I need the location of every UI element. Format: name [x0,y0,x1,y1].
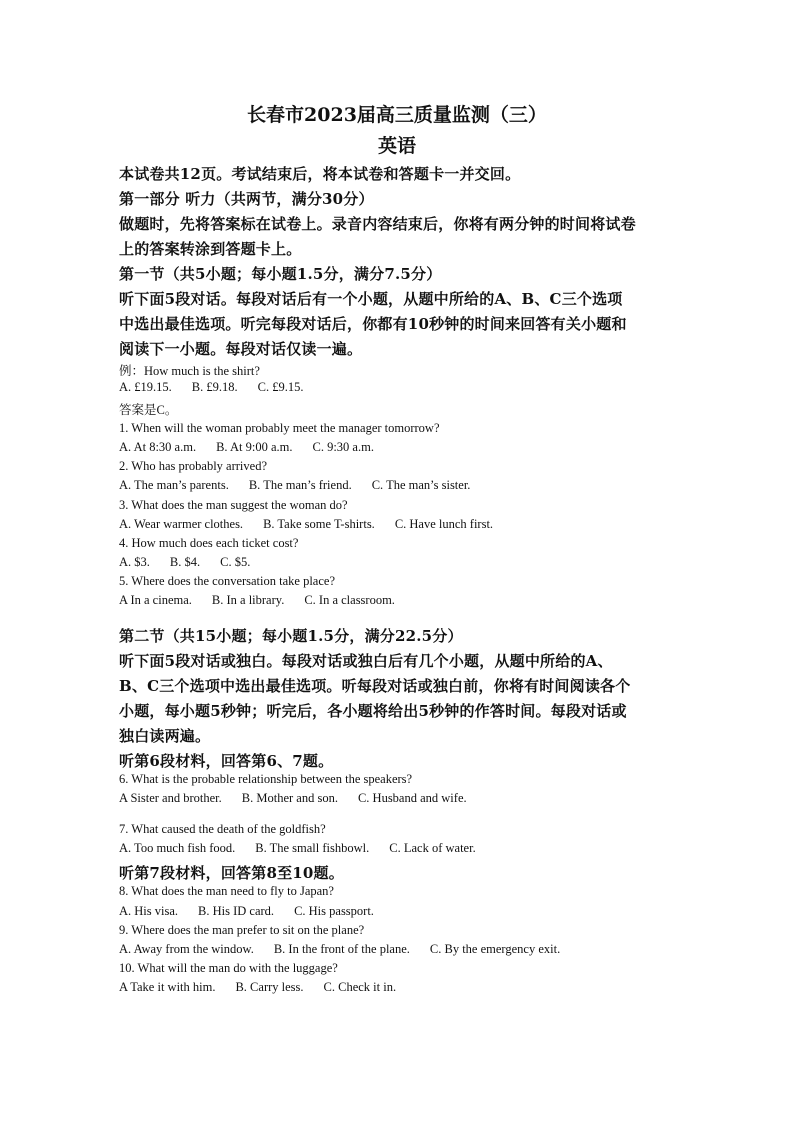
option: B. Mother and son. [241,791,338,805]
question-options [119,440,374,455]
option: C. The man’s sister. [371,478,471,492]
example-options [119,380,303,395]
option: A. The man’s parents. [119,478,229,492]
section1-heading: 第一节（共5小题；每小题1.5分，满分7.5分） [119,265,442,283]
section1-instruction-line: 听下面5段对话。每段对话后有一个小题，从题中所给的A、B、C三个选项 [119,290,623,308]
section1-instruction-line: 阅读下一小题。每段对话仅读一遍。 [119,340,363,358]
question-options [119,593,395,608]
option: C. Lack of water. [389,841,476,855]
subject-title: 英语 [377,135,416,157]
option: C. By the emergency exit. [429,942,561,956]
option: C. In a classroom. [304,593,395,607]
question-text: 5. Where does the conversation take place? [119,574,335,588]
section2-instruction-line: 独白读两遍。 [119,727,211,745]
question-text: 4. How much does each ticket cost? [119,536,299,550]
section2-instruction-line: 小题，每小题5秒钟；听完后，各小题将给出5秒钟的作答时间。每段对话或 [119,702,627,720]
section2-instruction-line: B、C三个选项中选出最佳选项。听每段对话或独白前，你将有时间阅读各个 [119,677,631,695]
option: A. Wear warmer clothes. [119,517,244,531]
question-options [119,555,250,570]
example-answer: 答案是C。 [119,403,178,417]
option: C. 9:30 a.m. [312,440,374,454]
option: B. The man’s friend. [248,478,352,492]
section2-instruction-line: 听下面5段对话或独白。每段对话或独白后有几个小题，从题中所给的A、 [119,652,613,670]
option: A. $3. [119,555,150,569]
question-options [119,841,476,856]
question-text: 3. What does the man suggest the woman do? [119,498,348,512]
option: C. Check it in. [323,980,397,994]
option: B. His ID card. [198,904,275,918]
question-text: 9. Where does the man prefer to sit on the plane? [119,923,365,937]
option: B. £9.18. [191,380,238,394]
section2-heading: 第二节（共15小题；每小题1.5分，满分22.5分） [119,627,463,645]
option: A. At 8:30 a.m. [119,440,197,454]
question-options [119,904,374,919]
question-text: 8. What does the man need to fly to Japan? [119,884,334,898]
material-7-heading: 听第7段材料，回答第8至10题。 [119,864,344,882]
option: A. Too much fish food. [119,841,236,855]
option: C. £9.15. [257,380,304,394]
question-options [119,980,396,995]
option: A In a cinema. [119,593,192,607]
option: B. At 9:00 a.m. [216,440,293,454]
section1-instruction-line: 中选出最佳选项。听完每段对话后，你都有10秒钟的时间来回答有关小题和 [119,315,627,333]
option: B. Carry less. [235,980,304,994]
question-options [119,791,467,806]
material-6-heading: 听第6段材料，回答第6、7题。 [119,752,334,770]
question-options [119,478,470,493]
part1-instruction-line: 上的答案转涂到答题卡上。 [119,240,302,258]
question-text: 6. What is the probable relationship between the speakers? [119,772,413,786]
intro-text: 本试卷共12页。考试结束后，将本试卷和答题卡一并交回。 [119,165,521,183]
option: B. In a library. [211,593,285,607]
option: A Take it with him. [119,980,216,994]
question-options [119,517,493,532]
option: A. £19.15. [119,380,172,394]
part1-instruction-line: 做题时，先将答案标在试卷上。录音内容结束后，你将有两分钟的时间将试卷 [119,215,636,233]
option: A. Away from the window. [119,942,254,956]
option: C. Husband and wife. [357,791,467,805]
option: A. His visa. [119,904,179,918]
part1-heading: 第一部分 听力（共两节，满分30分） [119,190,374,208]
example-question: 例：How much is the shirt? [119,364,260,378]
option: B. In the front of the plane. [273,942,410,956]
question-text: 2. Who has probably arrived? [119,459,267,473]
option: C. $5. [220,555,251,569]
option: A Sister and brother. [119,791,222,805]
exam-title: 长春市2023届高三质量监测（三） [247,104,547,126]
option: B. Take some T-shirts. [263,517,375,531]
option: B. $4. [169,555,201,569]
option: C. His passport. [294,904,374,918]
question-text: 10. What will the man do with the luggage? [119,961,338,975]
option: B. The small fishbowl. [255,841,370,855]
question-text: 1. When will the woman probably meet the manager tomorrow? [119,421,440,435]
question-options [119,942,560,957]
question-text: 7. What caused the death of the goldfish? [119,822,326,836]
option: C. Have lunch first. [394,517,494,531]
